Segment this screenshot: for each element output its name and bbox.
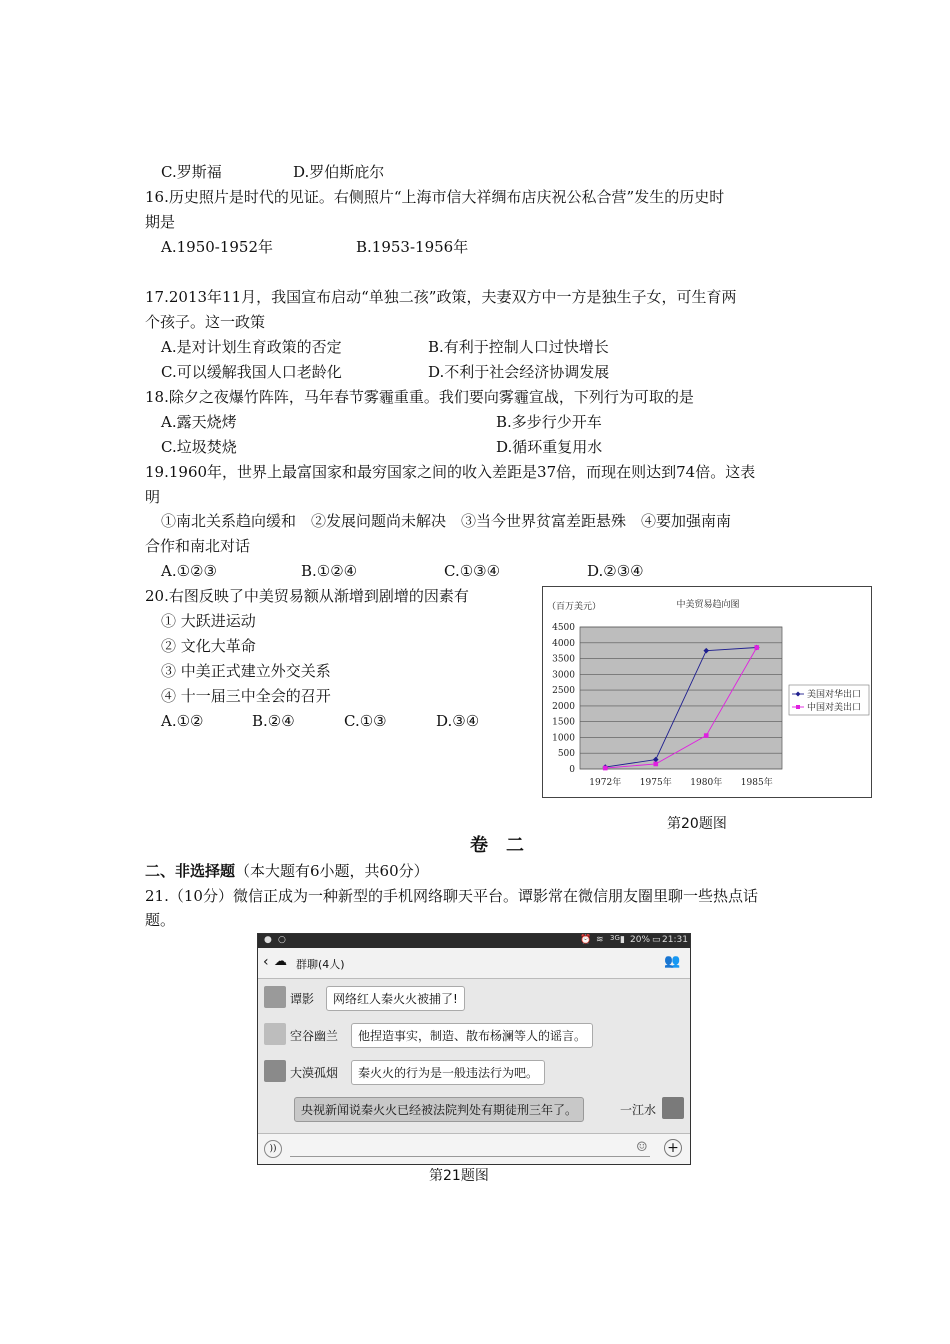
- y-tick-label: 1500: [552, 717, 575, 728]
- q19-option-d: D.②③④: [587, 562, 644, 580]
- y-tick-label: 500: [557, 749, 575, 760]
- message-bubble: 网络红人秦火火被捕了!: [326, 986, 465, 1011]
- wechat-logo-icon: ☁: [274, 954, 287, 969]
- chat-message: [258, 985, 690, 1011]
- q17-stem-cont: 个孩子。这一政策: [145, 313, 266, 331]
- q17-stem: 17.2013年11月，我国宣布启动“单独二孩”政策，夫妻双方中一方是独生子女，可生育两: [145, 288, 737, 306]
- q20-item-3: ③ 中美正式建立外交关系: [161, 662, 331, 680]
- data-point: [653, 762, 658, 767]
- q16-stem: 16.历史照片是时代的见证。右侧照片“上海市信大祥绸布店庆祝公私合营”发生的历史时: [145, 188, 725, 206]
- chat-message: [258, 1022, 690, 1048]
- chart-title: 中美贸易趋向图: [676, 600, 740, 610]
- message-input[interactable]: [290, 1141, 650, 1157]
- back-chevron-icon[interactable]: ‹: [263, 954, 269, 970]
- wechat-screenshot: [257, 933, 691, 1165]
- avatar[interactable]: [264, 1060, 286, 1082]
- q21-caption: 第21题图: [429, 1168, 489, 1184]
- q17-option-a: A.是对计划生育政策的否定: [161, 338, 342, 356]
- chat-message-self: [258, 1096, 690, 1122]
- q16-option-b: B.1953-1956年: [356, 238, 469, 256]
- part2-title: 卷 二: [470, 835, 524, 856]
- data-point: [754, 645, 759, 650]
- y-axis-unit-label: （百万美元）: [547, 602, 602, 612]
- section-note: （本大题有6小题，共60分）: [235, 862, 429, 880]
- x-tick-label: 1985年: [740, 778, 773, 788]
- x-tick-label: 1975年: [639, 778, 672, 788]
- q19-option-b: B.①②④: [301, 562, 358, 580]
- y-tick-label: 0: [569, 765, 575, 775]
- x-tick-label: 1980年: [690, 778, 723, 788]
- q19-items: ①南北关系趋向缓和 ②发展问题尚未解决 ③当今世界贫富差距悬殊 ④要加强南南: [161, 512, 732, 530]
- q19-option-c: C.①③④: [444, 562, 501, 580]
- q20-option-b: B.②④: [252, 712, 295, 730]
- voice-icon[interactable]: )): [264, 1140, 282, 1158]
- q18-option-b: B.多步行少开车: [496, 413, 602, 431]
- battery-icon: ▭: [652, 935, 661, 945]
- q18-option-a: A.露天烧烤: [161, 413, 237, 431]
- plot-area: [580, 627, 782, 769]
- chat-message: [258, 1059, 690, 1085]
- message-sender: 空谷幽兰: [290, 1029, 339, 1043]
- chat-input-bar: [258, 1133, 690, 1164]
- message-bubble: 他捏造事实，制造、散布杨澜等人的谣言。: [351, 1023, 593, 1048]
- chat-title: 群聊(4人): [296, 958, 345, 971]
- q20-item-2: ② 文化大革命: [161, 637, 256, 655]
- q20-stem: 20.右图反映了中美贸易额从渐增到剧增的因素有: [145, 587, 469, 605]
- trade-chart: [542, 586, 872, 798]
- q16-stem-cont: 期是: [145, 213, 176, 231]
- y-tick-label: 1000: [552, 733, 575, 744]
- app-icon: ○: [278, 935, 286, 945]
- battery-label: 20%: [630, 935, 651, 945]
- section-header: [145, 861, 429, 881]
- q15-option-d: D.罗伯斯庇尔: [293, 163, 385, 181]
- q16-option-a: A.1950-1952年: [161, 238, 274, 256]
- message-sender: 一江水: [620, 1103, 657, 1117]
- message-sender: 大漠孤烟: [290, 1066, 339, 1080]
- q20-item-4: ④ 十一届三中全会的召开: [161, 687, 331, 705]
- message-sender: 谭影: [290, 992, 315, 1006]
- y-tick-label: 2500: [552, 686, 575, 697]
- q20-option-d: D.③④: [436, 712, 480, 730]
- q17-option-c: C.可以缓解我国人口老龄化: [161, 363, 342, 381]
- q20-option-a: A.①②: [161, 712, 204, 730]
- q17-option-b: B.有利于控制人口过快增长: [428, 338, 609, 356]
- q18-option-c: C.垃圾焚烧: [161, 438, 237, 456]
- data-point: [704, 733, 709, 738]
- section-title: 二、非选择题: [145, 862, 236, 880]
- q20-option-c: C.①③: [344, 712, 387, 730]
- q18-option-d: D.循环重复用水: [496, 438, 603, 456]
- legend-marker: [796, 705, 800, 709]
- q15-option-c: C.罗斯福: [161, 163, 222, 181]
- avatar[interactable]: [264, 986, 286, 1008]
- q21-stem: 21.（10分）微信正成为一种新型的手机网络聊天平台。谭影常在微信朋友圈里聊一些热点话: [145, 887, 758, 905]
- plus-icon[interactable]: +: [664, 1139, 682, 1157]
- y-tick-label: 4000: [552, 638, 575, 649]
- q19-items-cont: 合作和南北对话: [145, 537, 251, 555]
- chat-title-bar: [258, 948, 690, 979]
- trade-chart-svg: [543, 587, 871, 797]
- message-bubble: 央视新闻说秦火火已经被法院判处有期徒刑三年了。: [294, 1097, 584, 1122]
- y-tick-label: 2000: [552, 701, 575, 712]
- avatar[interactable]: [662, 1097, 684, 1119]
- emoji-icon[interactable]: ☺: [636, 1140, 648, 1155]
- alarm-icon: ⏰: [580, 935, 592, 945]
- legend-label: 中国对美出口: [807, 703, 862, 713]
- q20-item-1: ① 大跃进运动: [161, 612, 256, 630]
- q20-caption: 第20题图: [667, 816, 727, 832]
- y-tick-label: 4500: [552, 623, 575, 633]
- data-point: [603, 766, 608, 771]
- q19-option-a: A.①②③: [161, 562, 217, 580]
- y-tick-label: 3000: [552, 670, 575, 681]
- message-bubble: 秦火火的行为是一般违法行为吧。: [351, 1060, 545, 1085]
- status-bar: [258, 934, 690, 948]
- status-time: 21:31: [662, 935, 688, 945]
- signal-label: 3G: [610, 934, 620, 942]
- x-tick-label: 1972年: [589, 778, 622, 788]
- q18-stem: 18.除夕之夜爆竹阵阵，马年春节雾霾重重。我们要向雾霾宣战，下列行为可取的是: [145, 388, 694, 406]
- notification-icon: ●: [264, 935, 272, 945]
- wifi-icon: ≋: [596, 935, 604, 945]
- legend-label: 美国对华出口: [807, 690, 862, 700]
- q19-stem-cont: 明: [145, 488, 161, 506]
- q17-option-d: D.不利于社会经济协调发展: [428, 363, 610, 381]
- group-members-icon[interactable]: 👥: [664, 954, 681, 969]
- q21-stem-cont: 题。: [145, 911, 176, 929]
- signal-icon: ▮: [620, 935, 625, 945]
- y-tick-label: 3500: [552, 654, 575, 665]
- avatar[interactable]: [264, 1023, 286, 1045]
- q19-stem: 19.1960年，世界上最富国家和最穷国家之间的收入差距是37倍，而现在则达到74倍。这表: [145, 463, 756, 481]
